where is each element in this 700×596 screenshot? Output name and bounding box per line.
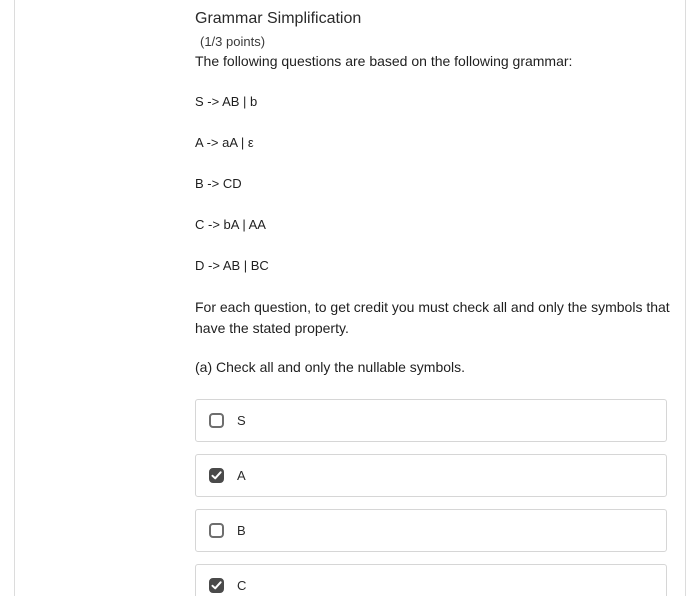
checkbox-checked-icon[interactable] — [209, 468, 224, 483]
option-s[interactable] — [195, 399, 667, 442]
grammar-rule-a: A -> aA | ε — [195, 135, 254, 150]
grammar-rule-d: D -> AB | BC — [195, 258, 269, 273]
checkmark-icon — [211, 470, 222, 481]
option-label: B — [237, 523, 246, 538]
option-a[interactable] — [195, 454, 667, 497]
checkbox-icon[interactable] — [209, 413, 224, 428]
option-label: S — [237, 413, 246, 428]
checkbox-icon[interactable] — [209, 523, 224, 538]
option-b[interactable] — [195, 509, 667, 552]
problem-points: (1/3 points) — [200, 34, 266, 49]
option-label: C — [237, 578, 247, 593]
checkmark-icon — [211, 580, 222, 591]
grammar-rule-b: B -> CD — [195, 176, 242, 191]
problem-title: Grammar Simplification — [195, 10, 362, 27]
option-label: A — [237, 468, 246, 483]
grammar-rule-c: C -> bA | AA — [195, 217, 266, 232]
question-a: (a) Check all and only the nullable symbols. — [195, 359, 466, 375]
problem-intro: The following questions are based on the following grammar: — [195, 53, 573, 69]
option-c[interactable] — [195, 564, 667, 596]
grammar-rule-s: S -> AB | b — [195, 94, 258, 109]
checkbox-checked-icon[interactable] — [209, 578, 224, 593]
instruction-text: For each question, to get credit you must check all and only the symbols that have the stated property. — [195, 299, 670, 336]
